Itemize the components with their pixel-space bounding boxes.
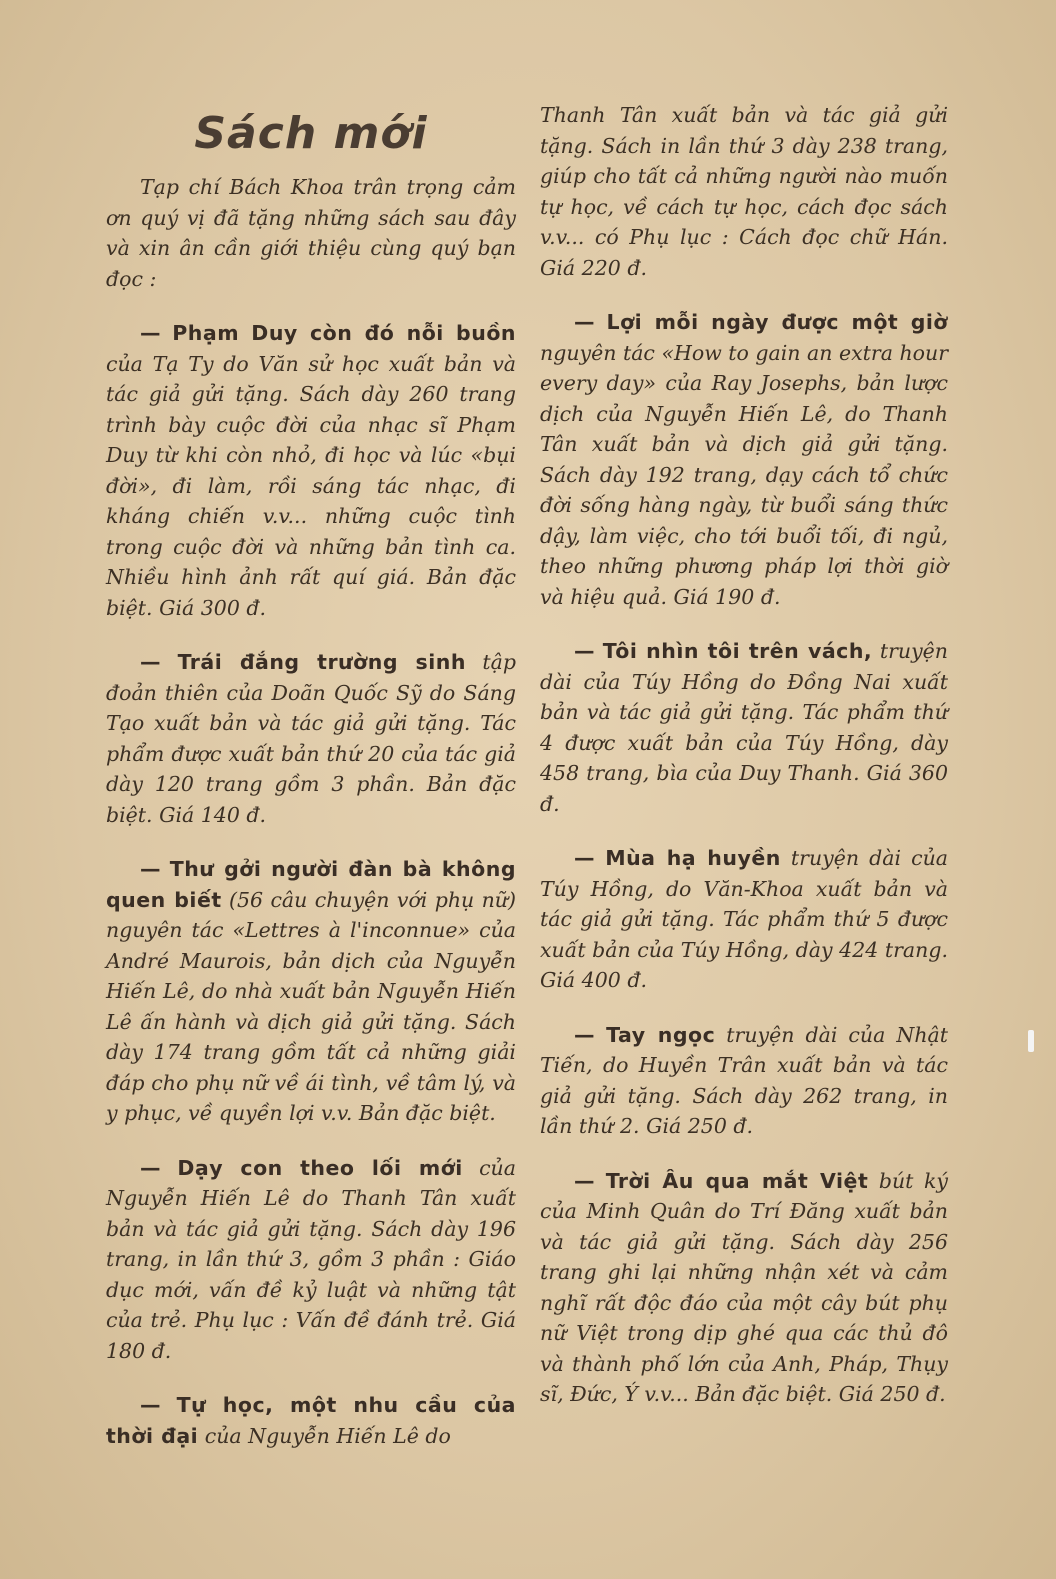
book-description: truyện dài của Túy Hồng, do Văn-Khoa xuất bản và tác giả gửi tặng. Tác phẩm thứ 5 được xuất bản của Túy Hồng, dày 424 trang. Giá 400 đ. bbox=[540, 846, 948, 992]
book-entry bbox=[540, 843, 948, 996]
book-description: tập đoản thiên của Doãn Quốc Sỹ do Sáng Tạo xuất bản và tác giả gửi tặng. Tác phẩm được xuất bản thứ 20 của tác giả dày 120 trang gồm 3 phần. Bản đặc biệt. Giá 140 đ. bbox=[106, 650, 516, 827]
book-title: Trời Âu qua mắt Việt bbox=[605, 1168, 869, 1193]
book-entry bbox=[540, 636, 948, 819]
book-title: Trái đắng trường sinh bbox=[177, 650, 466, 674]
entry-dash: — bbox=[140, 1155, 178, 1180]
entry-dash: — bbox=[574, 846, 606, 870]
continued-description: Thanh Tân xuất bản và tác giả gửi tặng. Sách in lần thứ 3 dày 238 trang, giúp cho tất cả những người nào muốn tự học, về cách tự học, cách đọc sách v.v... có Phụ lục : Cách đọc chữ Hán. Giá 220 đ. bbox=[540, 103, 948, 280]
book-entry bbox=[540, 1020, 948, 1142]
book-description: truyện dài của Nhật Tiến, do Huyền Trân xuất bản và tác giả gửi tặng. Sách dày 262 trang, in lần thứ 2. Giá 250 đ. bbox=[540, 1022, 948, 1138]
book-entry bbox=[106, 1153, 516, 1367]
entry-dash: — bbox=[140, 1393, 177, 1417]
entry-dash: — bbox=[574, 1022, 607, 1047]
book-description: truyện dài của Túy Hồng do Đồng Nai xuất bản và tác giả gửi tặng. Tác phẩm thứ 4 được xuất bản của Túy Hồng, dày 458 trang, bìa của Duy Thanh. Giá 360 đ. bbox=[540, 639, 948, 816]
entry-dash: — bbox=[574, 310, 607, 334]
entry-dash: — bbox=[140, 321, 173, 345]
book-title: Phạm Duy còn đó nỗi buồn bbox=[172, 321, 516, 345]
book-entry bbox=[540, 1166, 948, 1410]
book-description: nguyên tác «How to gain an extra hour every day» của Ray Josephs, bản lược dịch của Nguyễn Hiến Lê, do Thanh Tân xuất bản và dịch giả gửi tặng. Sách dày 192 trang, dạy cách tổ chức đời sống hàng ngày, từ buổi sáng thức dậy, làm việc, cho tới buổi tối, đi ngủ, theo những phương pháp lợi thời giờ và hiệu quả. Giá 190 đ. bbox=[540, 340, 948, 609]
book-description: (56 câu chuyện với phụ nữ) nguyên tác «Lettres à l'inconnue» của André Maurois, bản dịch của Nguyễn Hiến Lê, do nhà xuất bản Nguyễn Hiến Lê ấn hành và dịch giả gửi tặng. Sách dày 174 trang gồm tất cả những giải đáp cho phụ nữ về ái tình, về tâm lý, và y phục, về quyền lợi v.v. Bản đặc biệt. bbox=[106, 887, 516, 1125]
book-title: Tay ngọc bbox=[606, 1022, 716, 1047]
book-title: Dạy con theo lối mới bbox=[177, 1155, 463, 1180]
book-title: Lợi mỗi ngày được một giờ bbox=[606, 310, 948, 334]
book-description: bút ký của Minh Quân do Trí Đăng xuất bản và tác giả gửi tặng. Sách dày 256 trang ghi lại những nhận xét và cảm nghĩ rất độc đáo của một cây bút phụ nữ Việt trong dịp ghé qua các thủ đô và thành phố lớn của Anh, Pháp, Thụy sĩ, Đức, Ý v.v... Bản đặc biệt. Giá 250 đ. bbox=[540, 1168, 948, 1406]
right-column bbox=[540, 100, 948, 1434]
entry-dash: — bbox=[574, 639, 603, 663]
book-entry bbox=[540, 307, 948, 612]
page-title: Sách mới bbox=[194, 108, 428, 159]
entry-dash: — bbox=[574, 1168, 606, 1193]
left-column bbox=[106, 100, 516, 1475]
entry-dash: — bbox=[140, 650, 178, 674]
book-entry bbox=[106, 647, 516, 830]
page-edge-mark bbox=[1028, 1030, 1034, 1052]
book-description: của Nguyễn Hiến Lê do Thanh Tân xuất bản và tác giả gửi tặng. Sách dày 196 trang, in lần thứ 3, gồm 3 phần : Giáo dục mới, vấn đề kỷ luật và những tật của trẻ. Phụ lục : Vấn đề đánh trẻ. Giá 180 đ. bbox=[106, 1155, 516, 1363]
intro-paragraph: Tạp chí Bách Khoa trân trọng cảm ơn quý vị đã tặng những sách sau đây và xin ân cần giới thiệu cùng quý bạn đọc : bbox=[106, 175, 516, 291]
book-entry bbox=[106, 318, 516, 623]
book-title: Mùa hạ huyền bbox=[605, 846, 781, 870]
book-description: của Nguyễn Hiến Lê do bbox=[204, 1423, 451, 1448]
book-description: của Tạ Ty do Văn sử học xuất bản và tác giả gửi tặng. Sách dày 260 trang trình bày cuộc đời của nhạc sĩ Phạm Duy từ khi còn nhỏ, đi học và lúc «bụi đời», đi làm, rồi sáng tác nhạc, đi kháng chiến v.v... những cuộc tình trong cuộc đời và những bản tình ca. Nhiều hình ảnh rất quí giá. Bản đặc biệt. Giá 300 đ. bbox=[106, 351, 516, 620]
entry-dash: — bbox=[140, 857, 170, 881]
book-title: Tôi nhìn tôi trên vách, bbox=[602, 639, 873, 663]
book-title: Thư gởi người đàn bà không quen biết bbox=[106, 857, 516, 912]
book-entry bbox=[106, 854, 516, 1129]
book-entry bbox=[106, 1390, 516, 1451]
book-title: Tự học, một nhu cầu của thời đại bbox=[106, 1393, 516, 1448]
